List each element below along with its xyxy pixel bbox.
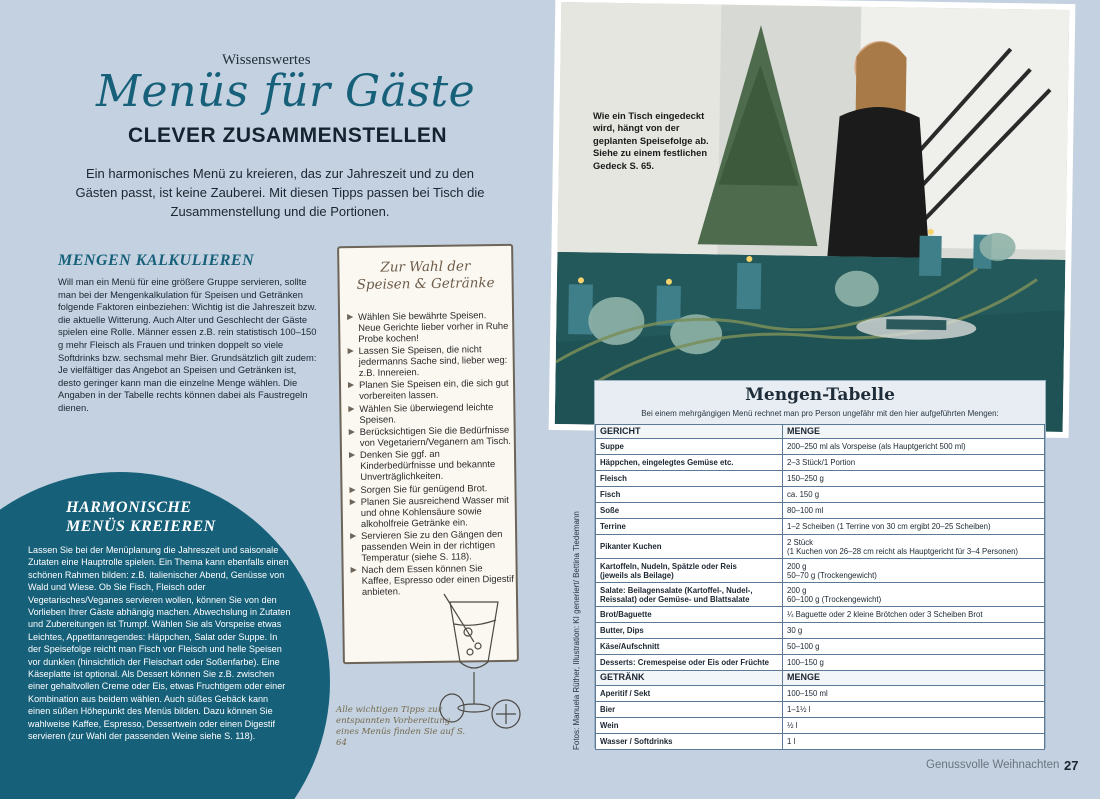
- item-cell: Desserts: Cremespeise oder Eis oder Früchte: [596, 655, 783, 671]
- tip-item: [349, 425, 513, 449]
- item-cell: Fleisch: [596, 471, 783, 487]
- amount-cell: 100–150 g: [783, 655, 1045, 671]
- table-row: [596, 583, 1045, 607]
- triangle-bullet-icon: ▶: [348, 450, 356, 460]
- tips-list: [347, 310, 515, 600]
- amount-cell: 1 l: [783, 733, 1045, 749]
- table-intro: Bei einem mehrgängigen Menü rechnet man pro Person ungefähr mit den hier aufgeführten Mengen:: [641, 409, 999, 418]
- table-row: [596, 559, 1045, 583]
- table-row: [596, 685, 1045, 701]
- item-cell: Butter, Dips: [596, 623, 783, 639]
- tip-text: Servieren Sie zu den Gängen den passenden Wein in der richtigen Temperatur (siehe S. 118).: [361, 528, 503, 563]
- table-row: [596, 487, 1045, 503]
- item-cell: Soße: [596, 503, 783, 519]
- item-cell: Suppe: [596, 439, 783, 455]
- table-row: [596, 471, 1045, 487]
- item-cell: Fisch: [596, 487, 783, 503]
- tip-item: [347, 310, 511, 345]
- amount-cell: 50–100 g: [783, 639, 1045, 655]
- tip-text: Berücksichtigen Sie die Bedürfnisse von Vegetariern/Veganern am Tisch.: [359, 423, 512, 448]
- triangle-bullet-icon: ▶: [350, 531, 357, 541]
- table-row: [596, 701, 1045, 717]
- amount-cell: 200 g 50–70 g (Trockengewicht): [783, 559, 1045, 583]
- heading-line: HARMONISCHE: [66, 499, 192, 516]
- heading-line: MENÜS KREIEREN: [66, 518, 216, 535]
- photo-caption: Wie ein Tisch eingedeckt wird, hängt von der geplanten Speisefolge ab. Siehe zu einem festlichen Gedeck S. 65.: [593, 110, 709, 171]
- table-header-row: [596, 671, 1045, 685]
- column-header: MENGE: [783, 671, 1045, 685]
- table-row: [596, 503, 1045, 519]
- page-title: Menüs für Gäste: [96, 66, 476, 117]
- table-row: [596, 623, 1045, 639]
- table-header-row: [596, 425, 1045, 439]
- amount-cell: ½ l: [783, 717, 1045, 733]
- triangle-bullet-icon: ▶: [349, 484, 356, 494]
- item-cell: Brot/Baguette: [596, 607, 783, 623]
- section-text-harmonisch: Lassen Sie bei der Menüplanung die Jahreszeit und saisonale Zutaten eine Hauptrolle spielen. Ein Thema kann ebenfalls einen schönen Rahmen bilden: z.B. italienischer Abend, Genüsse von Wald und Wiese. Ob Sie Fisch, Fleisch oder Vegetarisches/Veganes servieren wollen, können Sie von den Vorlieben Ihrer Gäste abhängig machen. Abwechslung in Zutaten und Zubereitungen ist Trumpf. Wählen Sie als Vorspeise etwas Leichtes, Appetitanregendes: Häppchen, Salat oder Suppe. In der Speisefolge reicht man Fisch vor Fleisch und helle Speisen vor dunklen (hinsichtlich der Fleischart oder Soßenfarbe). Eine Käseplatte ist optional. Als Dessert können Sie z.B. zwischen einer gehaltvollen Creme oder Eis, etwas Fruchtigem oder einer Kombination aus beidem wählen. Auch süßes Gebäck kann einen süßen Höhepunkt des Menüs bilden. Dazu können Sie wahlweise Kaffee, Espresso, Dessertwein oder einen Digestif servieren (zur Wahl der passenden Weine siehe S. 118).: [28, 545, 291, 742]
- amount-cell: 80–100 ml: [783, 503, 1045, 519]
- amount-cell: ¼ Baguette oder 2 kleine Brötchen oder 3 Scheiben Brot: [783, 607, 1045, 623]
- amount-cell: 2 Stück (1 Kuchen von 26–28 cm reicht als Hauptgericht für 3–4 Personen): [783, 535, 1045, 559]
- tip-text: Wählen Sie bewährte Speisen. Neue Gerichte lieber vorher in Ruhe Probe kochen!: [357, 309, 509, 344]
- table-row: [596, 519, 1045, 535]
- tip-item: [347, 344, 511, 379]
- table-setting-photo: [549, 0, 1076, 438]
- amount-cell: 200–250 ml als Vorspeise (als Hauptgericht 500 ml): [783, 439, 1045, 455]
- page-subtitle: CLEVER ZUSAMMENSTELLEN: [128, 124, 448, 147]
- section-heading-mengen: MENGEN KALKULIEREN: [58, 252, 255, 269]
- quantities-table: [595, 424, 1045, 750]
- item-cell: Häppchen, eingelegtes Gemüse etc.: [596, 455, 783, 471]
- item-cell: Wein: [596, 717, 783, 733]
- triangle-bullet-icon: ▶: [347, 380, 355, 390]
- table-row: [596, 607, 1045, 623]
- item-cell: Bier: [596, 701, 783, 717]
- tip-item: [348, 378, 512, 402]
- tip-item: [350, 529, 514, 564]
- triangle-bullet-icon: ▶: [349, 497, 356, 507]
- amount-cell: 1–1½ l: [783, 701, 1045, 717]
- section-heading-harmonisch: [66, 498, 216, 536]
- tip-text: Planen Sie ausreichend Wasser mit und ohne Kohlensäure sowie alkoholfreie Getränke ein.: [360, 493, 509, 529]
- amount-cell: 150–250 g: [783, 471, 1045, 487]
- photo-credits: Fotos: Manuela Rüther, Illustration: KI generiert/ Bettina Tiedemann: [572, 511, 581, 750]
- table-row: [596, 535, 1045, 559]
- table-row: [596, 639, 1045, 655]
- handwritten-note: Alle wichtigen Tipps zur entspannten Vorbereitung eines Menüs finden Sie auf S. 64: [336, 705, 466, 748]
- tip-text: Planen Sie Speisen ein, die sich gut vorbereiten lassen.: [358, 377, 509, 402]
- item-cell: Pikanter Kuchen: [596, 535, 783, 559]
- note-title-line: Speisen & Getränke: [356, 275, 495, 293]
- triangle-bullet-icon: ▶: [348, 427, 355, 437]
- tip-item: [348, 402, 512, 426]
- intro-text: Ein harmonisches Menü zu kreieren, das zur Jahreszeit und zu den Gästen passt, ist keine Zauberei. Mit diesen Tipps passen bei Tisch die Zusammenstellung und die Portionen.: [75, 166, 485, 219]
- amount-cell: 200 g 60–100 g (Trockengewicht): [783, 583, 1045, 607]
- column-header: GETRÄNK: [596, 671, 783, 685]
- table-row: [596, 717, 1045, 733]
- amount-cell: 30 g: [783, 623, 1045, 639]
- note-title-line: Zur Wahl der: [380, 258, 471, 276]
- tip-item: [350, 495, 514, 530]
- triangle-bullet-icon: ▶: [347, 346, 354, 356]
- item-cell: Wasser / Softdrinks: [596, 733, 783, 749]
- item-cell: Aperitif / Sekt: [596, 685, 783, 701]
- table-row: [596, 455, 1045, 471]
- kicker: Wissenswertes: [222, 52, 311, 68]
- quantities-table-box: [594, 380, 1046, 748]
- item-cell: Salate: Beilagensalate (Kartoffel-, Nudel-, Reissalat) oder Gemüse- und Blattsalate: [596, 583, 783, 607]
- page-number: 27: [1064, 758, 1079, 773]
- amount-cell: 2–3 Stück/1 Portion: [783, 455, 1045, 471]
- item-cell: Terrine: [596, 519, 783, 535]
- tip-item: [349, 448, 513, 483]
- magazine-name: Genussvolle Weihnachten: [926, 759, 1060, 771]
- item-cell: Kartoffeln, Nudeln, Spätzle oder Reis (jeweils als Beilage): [596, 559, 783, 583]
- tip-text: Denken Sie ggf. an Kinderbedürfnisse und bekannte Unverträglichkeiten.: [359, 448, 496, 483]
- triangle-bullet-icon: ▶: [350, 565, 357, 575]
- table-row: [596, 733, 1045, 749]
- triangle-bullet-icon: ▶: [348, 403, 355, 413]
- tip-text: Lassen Sie Speisen, die nicht jedermanns Sache sind, lieber weg: z.B. Innereien.: [358, 343, 508, 378]
- note-title: [339, 258, 511, 294]
- section-text-mengen: Will man ein Menü für eine größere Gruppe servieren, sollte man bei der Mengenkalkulation für Speisen und Getränken folgende Faktoren einbeziehen: Wichtig ist die Jahreszeit bzw. die aktuelle Witterung. Auch Alter und Geschlecht der Gäste spielen eine Rolle. Männer essen z.B. rein statistisch 100–150 g mehr Fleisch als Frauen und trinken doppelt so viele Softdrinks bzw. sechsmal mehr Bier. Grundsätzlich gilt zudem: Je vielfältiger das Angebot an Speisen und Getränken ist, desto geringer kann man die einzelne Menge wählen. Die Angaben in der Tabelle rechts können dabei als Faustregeln dienen.: [58, 276, 317, 413]
- amount-cell: ca. 150 g: [783, 487, 1045, 503]
- column-header: MENGE: [783, 425, 1045, 439]
- table-row: [596, 439, 1045, 455]
- item-cell: Käse/Aufschnitt: [596, 639, 783, 655]
- table-title: Mengen-Tabelle: [745, 385, 895, 405]
- column-header: GERICHT: [596, 425, 783, 439]
- triangle-bullet-icon: ▶: [347, 312, 354, 322]
- table-row: [596, 655, 1045, 671]
- tip-text: Wählen Sie überwiegend leichte Speisen.: [359, 400, 494, 425]
- amount-cell: 100–150 ml: [783, 685, 1045, 701]
- tip-text: Sorgen Sie für genügend Brot.: [360, 481, 488, 495]
- amount-cell: 1–2 Scheiben (1 Terrine von 30 cm ergibt 20–25 Scheiben): [783, 519, 1045, 535]
- tip-text: Nach dem Essen können Sie Kaffee, Espresso oder einen Digestif anbieten.: [361, 562, 514, 598]
